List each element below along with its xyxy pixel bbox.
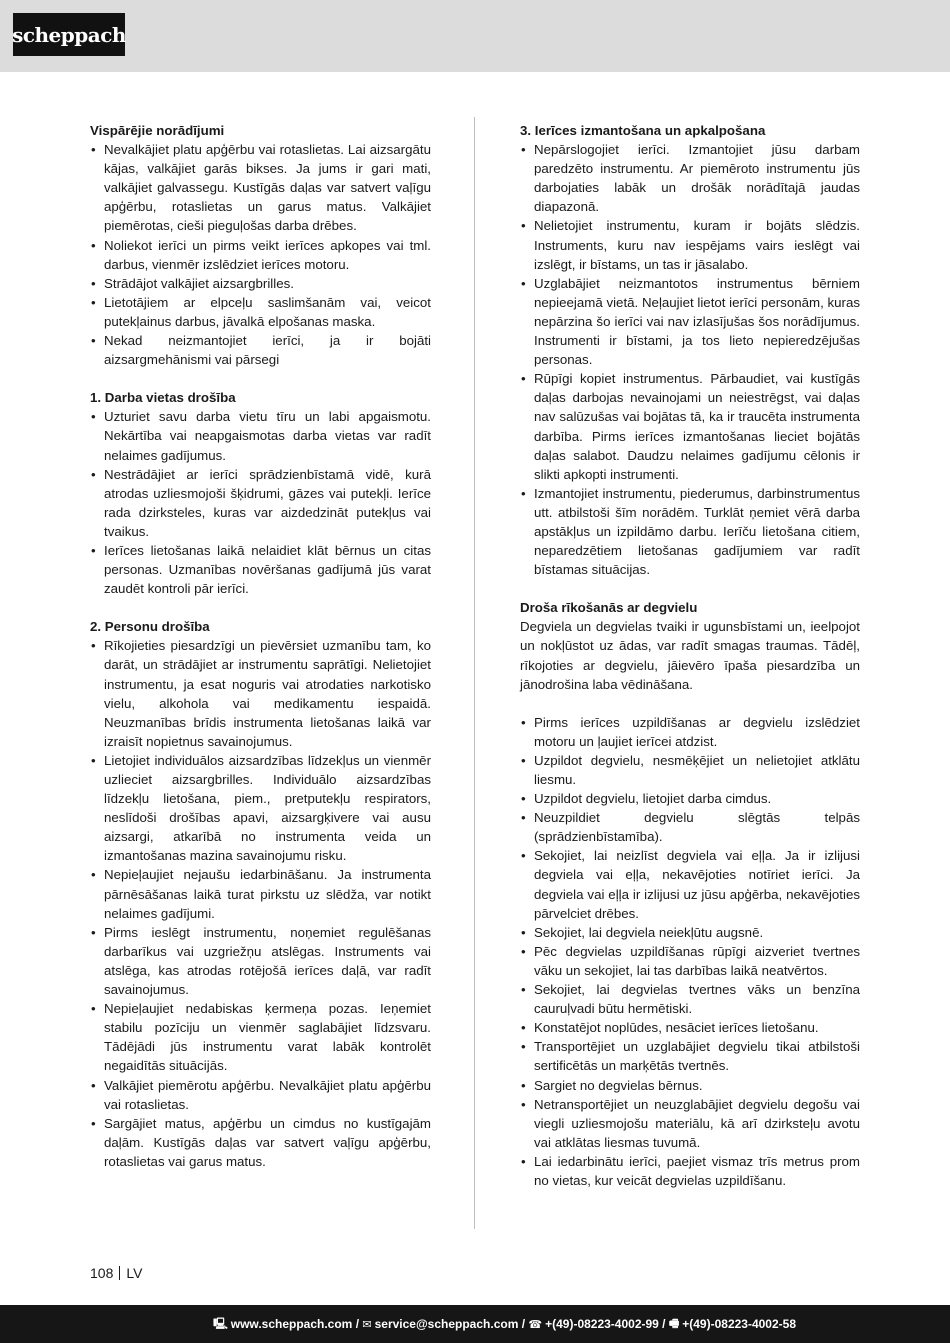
list-item: • Nepieļaujiet nejaušu iedarbināšanu. Ja instrumenta pārnēsāšanas laikā turat pirkstu uz slēdža, var notikt nelaimes gadījumi. [90,865,431,922]
logo-text: scheppach [12,22,126,47]
list-item: • Sekojiet, lai neizlīst degviela vai eļļa. Ja ir izlijusi degviela vai eļļa, nekavējoties notīriet ierīci. Ja degviela vai eļļa ir izlijusi uz jūsu apģērba, nekavējoties pārvelciet drēbes. [520,846,860,922]
footer-separator: / [518,1317,529,1331]
list-item: • Sargājiet matus, apģērbu un cimdus no kustīgajām daļām. Kustīgās daļas var satvert vaļīgu apģērbu, rotaslietas vai garus matus. [90,1114,431,1171]
list-item: • Konstatējot noplūdes, nesāciet ierīces lietošanu. [520,1018,860,1037]
section-title-workplace: 1. Darba vietas drošība [90,390,236,406]
phone-icon: ☎ [528,1318,543,1331]
list-item: • Nekad neizmantojiet ierīci, ja ir bojāti aizsargmehānismi vai pārsegi [90,331,431,369]
email-icon: ✉ [362,1318,372,1331]
footer-phone: +(49)-08223-4002-99 [545,1317,659,1331]
list-item: • Rīkojieties piesardzīgi un pievērsiet uzmanību tam, ko darāt, un strādājiet ar instrumentu saprātīgi. Nelietojiet instrumentu, ja esat noguris vai atrodaties narkotisko vielu, alkohola vai medikamentu iespaidā. Neuzmanības brīdis instrumenta lietošanas laikā var izraisīt nopietnus savainojumus. [90,636,431,751]
device-use-list [520,140,860,579]
list-item: • Strādājot valkājiet aizsargbrilles. [90,274,431,293]
list-item: • Uzglabājiet neizmantotos instrumentus bērniem nepieejamā vietā. Neļaujiet lietot ierīci personām, kuras nepārzina šo ierīci vai nav izlasījušas šos norādījumus. Instrumenti ir bīstami, ja tos lieto nepieredzējušas personas. [520,274,860,369]
fuel-intro: Degviela un degvielas tvaiki ir ugunsbīstami un, ieelpojot un nokļūstot uz ādas, var radīt smagas traumas. Tādēļ, rīkojoties ar degvielu, jāievēro īpaša piesardzība un jānodrošina laba vēdināšana. [520,619,860,692]
list-item: • Transportējiet un uzglabājiet degvielu tikai atbilstoši sertificētās un marķētās tvertnēs. [520,1037,860,1075]
page-language: LV [126,1265,143,1281]
list-item: • Sargiet no degvielas bērnus. [520,1076,860,1095]
footer-website[interactable]: www.scheppach.com [230,1317,353,1331]
list-item: • Nestrādājiet ar ierīci sprādzienbīstamā vidē, kurā atrodas uzliesmojoši šķidrumi, gāzes vai putekļi. Ierīce rada dzirksteles, kuras var aizdedzināt putekļus vai tvaikus. [90,465,431,541]
page-number-value: 108 [90,1265,114,1281]
footer-bar [0,1305,950,1343]
list-item: • Sekojiet, lai degvielas tvertnes vāks un benzīna cauruļvadi būtu hermētiski. [520,980,860,1018]
list-item: • Nelietojiet instrumentu, kuram ir bojāts slēdzis. Instruments, kuru nav iespējams vairs ieslēgt vai izslēgt, ir bīstams, un tas ir jāsalabo. [520,216,860,273]
section-title-device-use: 3. Ierīces izmantošana un apkalpošana [520,123,766,138]
scheppach-logo [13,13,125,56]
general-list [90,140,431,369]
section-title-general: Vispārējie norādījumi [90,123,225,138]
page-number-separator [119,1266,120,1280]
list-item: • Noliekot ierīci un pirms veikt ierīces apkopes vai tml. darbus, vienmēr izslēdziet ierīces motoru. [90,236,431,274]
personal-list [90,636,431,1171]
list-item: • Neuzpildiet degvielu slēgtās telpās (sprādzienbīstamība). [520,808,860,846]
list-item: • Sekojiet, lai degviela neiekļūtu augsnē. [520,923,860,942]
list-item: • Rūpīgi kopiet instrumentus. Pārbaudiet, vai kustīgās daļas darbojas nevainojami un neiestrēgst, vai daļas nav salūzušas vai bojātas tā, ka ir traucēta instrumenta darbība. Pirms ierīces izmantošanas lieciet bojātās daļas salabot. Daudzu nelaimes gadījumu cēlonis ir slikti apkopti instrumenti. [520,369,860,484]
list-item: • Lietotājiem ar elpceļu saslimšanām vai, veicot putekļainus darbus, jāvalkā elpošanas maska. [90,293,431,331]
fuel-list [520,713,860,1190]
list-item: • Nepieļaujiet nedabiskas ķermeņa pozas. Ieņemiet stabilu pozīciju un vienmēr saglabājiet līdzsvaru. Tādējādi jūs instrumentu varat labāk kontrolēt negaidītās situācijās. [90,999,431,1075]
section-title-personal: 2. Personu drošība [90,619,210,635]
section-title-fuel: Droša rīkošanās ar degvielu [520,600,698,616]
list-item: • Valkājiet piemērotu apģērbu. Nevalkājiet platu apģērbu vai rotaslietas. [90,1076,431,1114]
list-item: • Uzpildot degvielu, lietojiet darba cimdus. [520,789,860,808]
list-item: • Pirms ieslēgt instrumentu, noņemiet regulēšanas darbarīkus vai uzgriežņu atslēgas. Instruments vai atslēga, kas atrodas rotējošā ierīces daļā, var radīt savainojumus. [90,923,431,999]
list-item: • Lietojiet individuālos aizsardzības līdzekļus un vienmēr uzlieciet aizsargbrilles. Individuālo aizsardzības līdzekļu lietošana, piem., pretputekļu respirators, neslīdoši drošības apavi, aizsargķivere vai ausu aizsargi, atkarībā no instrumenta veida un izmantošanas mazina savainojumu risku. [90,751,431,866]
list-item: • Izmantojiet instrumentu, piederumus, darbinstrumentus utt. atbilstoši šīm norādēm. Turklāt ņemiet vērā darba apstākļus un izpildāmo darbu. Ierīču lietošana citiem, neparedzētiem lietošanas gadījumiem var radīt bīstamas situācijas. [520,484,860,579]
header-band [0,0,950,72]
footer-email[interactable]: service@scheppach.com [374,1317,519,1331]
list-item: • Uzpildot degvielu, nesmēķējiet un nelietojiet atklātu liesmu. [520,751,860,789]
footer-separator: / [352,1317,363,1331]
list-item: • Pēc degvielas uzpildīšanas rūpīgi aizveriet tvertnes vāku un sekojiet, lai tas darbības laikā neatvērtos. [520,942,860,980]
column-divider [474,117,475,1229]
workplace-list [90,407,431,598]
computer-icon: 🖳 [213,1317,228,1330]
footer-fax: +(49)-08223-4002-58 [682,1317,796,1331]
fax-icon: 🖷 [668,1317,680,1330]
list-item: • Lai iedarbinātu ierīci, paejiet vismaz trīs metrus prom no vietas, kur veicāt degvielas uzpildīšanu. [520,1152,860,1190]
page-number [90,1265,142,1281]
footer-separator: / [658,1317,669,1331]
list-item: • Ierīces lietošanas laikā nelaidiet klāt bērnus un citas personas. Uzmanības novēršanas gadījumā jūs varat zaudēt kontroli pār ierīci. [90,541,431,598]
list-item: • Uzturiet savu darba vietu tīru un labi apgaismotu. Nekārtība vai neapgaismotas darba vietas var radīt nelaimes gadījumus. [90,407,431,464]
list-item: • Pirms ierīces uzpildīšanas ar degvielu izslēdziet motoru un ļaujiet ierīcei atdzist. [520,713,860,751]
right-column [520,121,860,1190]
left-column [90,121,431,1171]
list-item: • Netransportējiet un neuzglabājiet degvielu degošu vai viegli uzliesmojošu materiālu, kā arī dzirksteļu avotu vai atklātas liesmas tuvumā. [520,1095,860,1152]
list-item: • Nepārslogojiet ierīci. Izmantojiet jūsu darbam paredzēto instrumentu. Ar piemēroto instrumentu jūs darbojaties labāk un drošāk norādītajā jaudas diapazonā. [520,140,860,216]
list-item: • Nevalkājiet platu apģērbu vai rotaslietas. Lai aizsargātu kājas, valkājiet garās bikses. Ja jums ir gari mati, valkājiet galvassegu. Kustīgās daļas var satvert vaļīgu apģērbu, rotaslietas un garus matus. Valkājiet piemērotas, cieši pieguļošas darba drēbes. [90,140,431,235]
